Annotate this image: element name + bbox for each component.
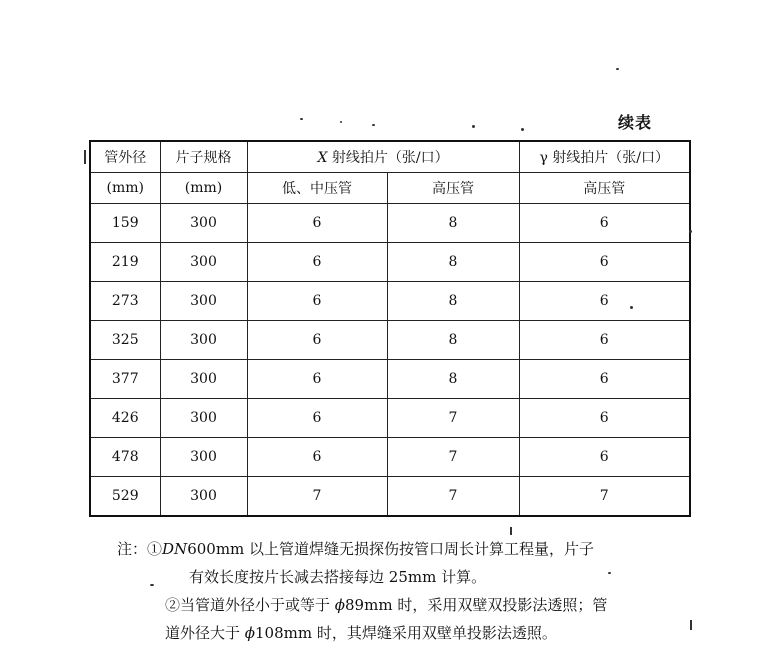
- cell-film: 300: [160, 321, 247, 360]
- cell-x-low-mid: 6: [247, 243, 387, 282]
- cell-gamma-high: 6: [519, 399, 690, 438]
- table-row: [90, 438, 690, 477]
- table-notes: [117, 535, 707, 647]
- note-2-phi-symbol: ϕ: [334, 596, 346, 614]
- note-1-line-2: 有效长度按片长减去搭接每边 25mm 计算。: [189, 568, 487, 586]
- cell-film: 300: [160, 204, 247, 243]
- table-row: [90, 360, 690, 399]
- film-count-table: [89, 140, 691, 517]
- speck: [630, 306, 633, 309]
- table-row: [90, 477, 690, 517]
- cell-x-high: 8: [387, 243, 519, 282]
- speck: [300, 118, 303, 120]
- cell-diameter: 529: [90, 477, 160, 517]
- cell-film: 300: [160, 399, 247, 438]
- speck: [372, 124, 375, 126]
- note-2-line-1: [117, 591, 707, 619]
- cell-x-high: 7: [387, 438, 519, 477]
- cell-x-high: 8: [387, 204, 519, 243]
- header-film-size-label: 片子规格: [175, 150, 232, 166]
- speck: [472, 125, 475, 128]
- cell-gamma-high: 6: [519, 321, 690, 360]
- header-film-size-unit: (mm): [160, 173, 247, 204]
- speck: [689, 230, 692, 233]
- header-pipe-diameter-label: 管外径: [104, 150, 147, 166]
- cell-gamma-high: 6: [519, 204, 690, 243]
- cell-diameter: 325: [90, 321, 160, 360]
- cell-x-high: 8: [387, 360, 519, 399]
- header-pipe-diameter: [90, 141, 160, 173]
- note-2-line-2: [117, 619, 707, 647]
- cell-x-low-mid: 6: [247, 204, 387, 243]
- note-2-phi-symbol-2: ϕ: [244, 624, 256, 642]
- cell-film: 300: [160, 282, 247, 321]
- table-row: [90, 204, 690, 243]
- cell-diameter: 426: [90, 399, 160, 438]
- cell-diameter: 377: [90, 360, 160, 399]
- note-2-text-d: 108mm 时，其焊缝采用双壁单投影法透照。: [255, 624, 557, 642]
- speck: [84, 150, 86, 164]
- header-xray-label: 射线拍片（张/口）: [327, 150, 449, 166]
- header-xray-high: 高压管: [387, 173, 519, 204]
- cell-diameter: 159: [90, 204, 160, 243]
- cell-diameter: 273: [90, 282, 160, 321]
- cell-gamma-high: 6: [519, 243, 690, 282]
- speck: [521, 128, 524, 131]
- cell-gamma-high: 6: [519, 438, 690, 477]
- header-gamma-high: 高压管: [519, 173, 690, 204]
- table-row: [90, 399, 690, 438]
- cell-film: 300: [160, 360, 247, 399]
- speck: [340, 121, 342, 123]
- speck: [616, 68, 619, 70]
- cell-film: 300: [160, 477, 247, 517]
- cell-x-low-mid: 6: [247, 321, 387, 360]
- cell-x-low-mid: 6: [247, 282, 387, 321]
- note-1-text: 600mm 以上管道焊缝无损探伤按管口周长计算工程量，片子: [187, 540, 595, 558]
- note-2-text-c: 道外径大于: [165, 624, 245, 642]
- header-xray-symbol: X: [317, 150, 328, 166]
- speck: [690, 620, 692, 630]
- cell-x-low-mid: 7: [247, 477, 387, 517]
- cell-gamma-high: 6: [519, 282, 690, 321]
- table-row: [90, 282, 690, 321]
- cell-diameter: 219: [90, 243, 160, 282]
- table-row: [90, 243, 690, 282]
- header-film-size: [160, 141, 247, 173]
- notes-prefix: 注：: [117, 540, 148, 558]
- cell-x-high: 7: [387, 477, 519, 517]
- note-2-text-b: 89mm 时，采用双壁双投影法透照；管: [345, 596, 608, 614]
- cell-film: 300: [160, 243, 247, 282]
- cell-gamma-high: 7: [519, 477, 690, 517]
- note-2-text-a: ②当管道外径小于或等于: [165, 596, 335, 614]
- speck: [608, 572, 611, 574]
- cell-x-low-mid: 6: [247, 438, 387, 477]
- cell-x-low-mid: 6: [247, 399, 387, 438]
- cell-diameter: 478: [90, 438, 160, 477]
- table-row: [90, 321, 690, 360]
- cell-gamma-high: 6: [519, 360, 690, 399]
- cell-x-high: 8: [387, 321, 519, 360]
- cell-film: 300: [160, 438, 247, 477]
- speck: [510, 527, 512, 535]
- header-gamma-group: γ 射线拍片（张/口）: [519, 141, 690, 173]
- header-xray-group: [247, 141, 519, 173]
- note-1-dn: DN: [162, 540, 188, 558]
- cell-x-high: 7: [387, 399, 519, 438]
- header-xray-low-mid: 低、中压管: [247, 173, 387, 204]
- continued-table-label: 续表: [618, 113, 653, 132]
- cell-x-high: 8: [387, 282, 519, 321]
- note-1-marker: ①: [147, 540, 163, 558]
- note-1-line-1: [117, 535, 707, 563]
- cell-x-low-mid: 6: [247, 360, 387, 399]
- speck: [150, 584, 154, 586]
- header-pipe-diameter-unit: (mm): [90, 173, 160, 204]
